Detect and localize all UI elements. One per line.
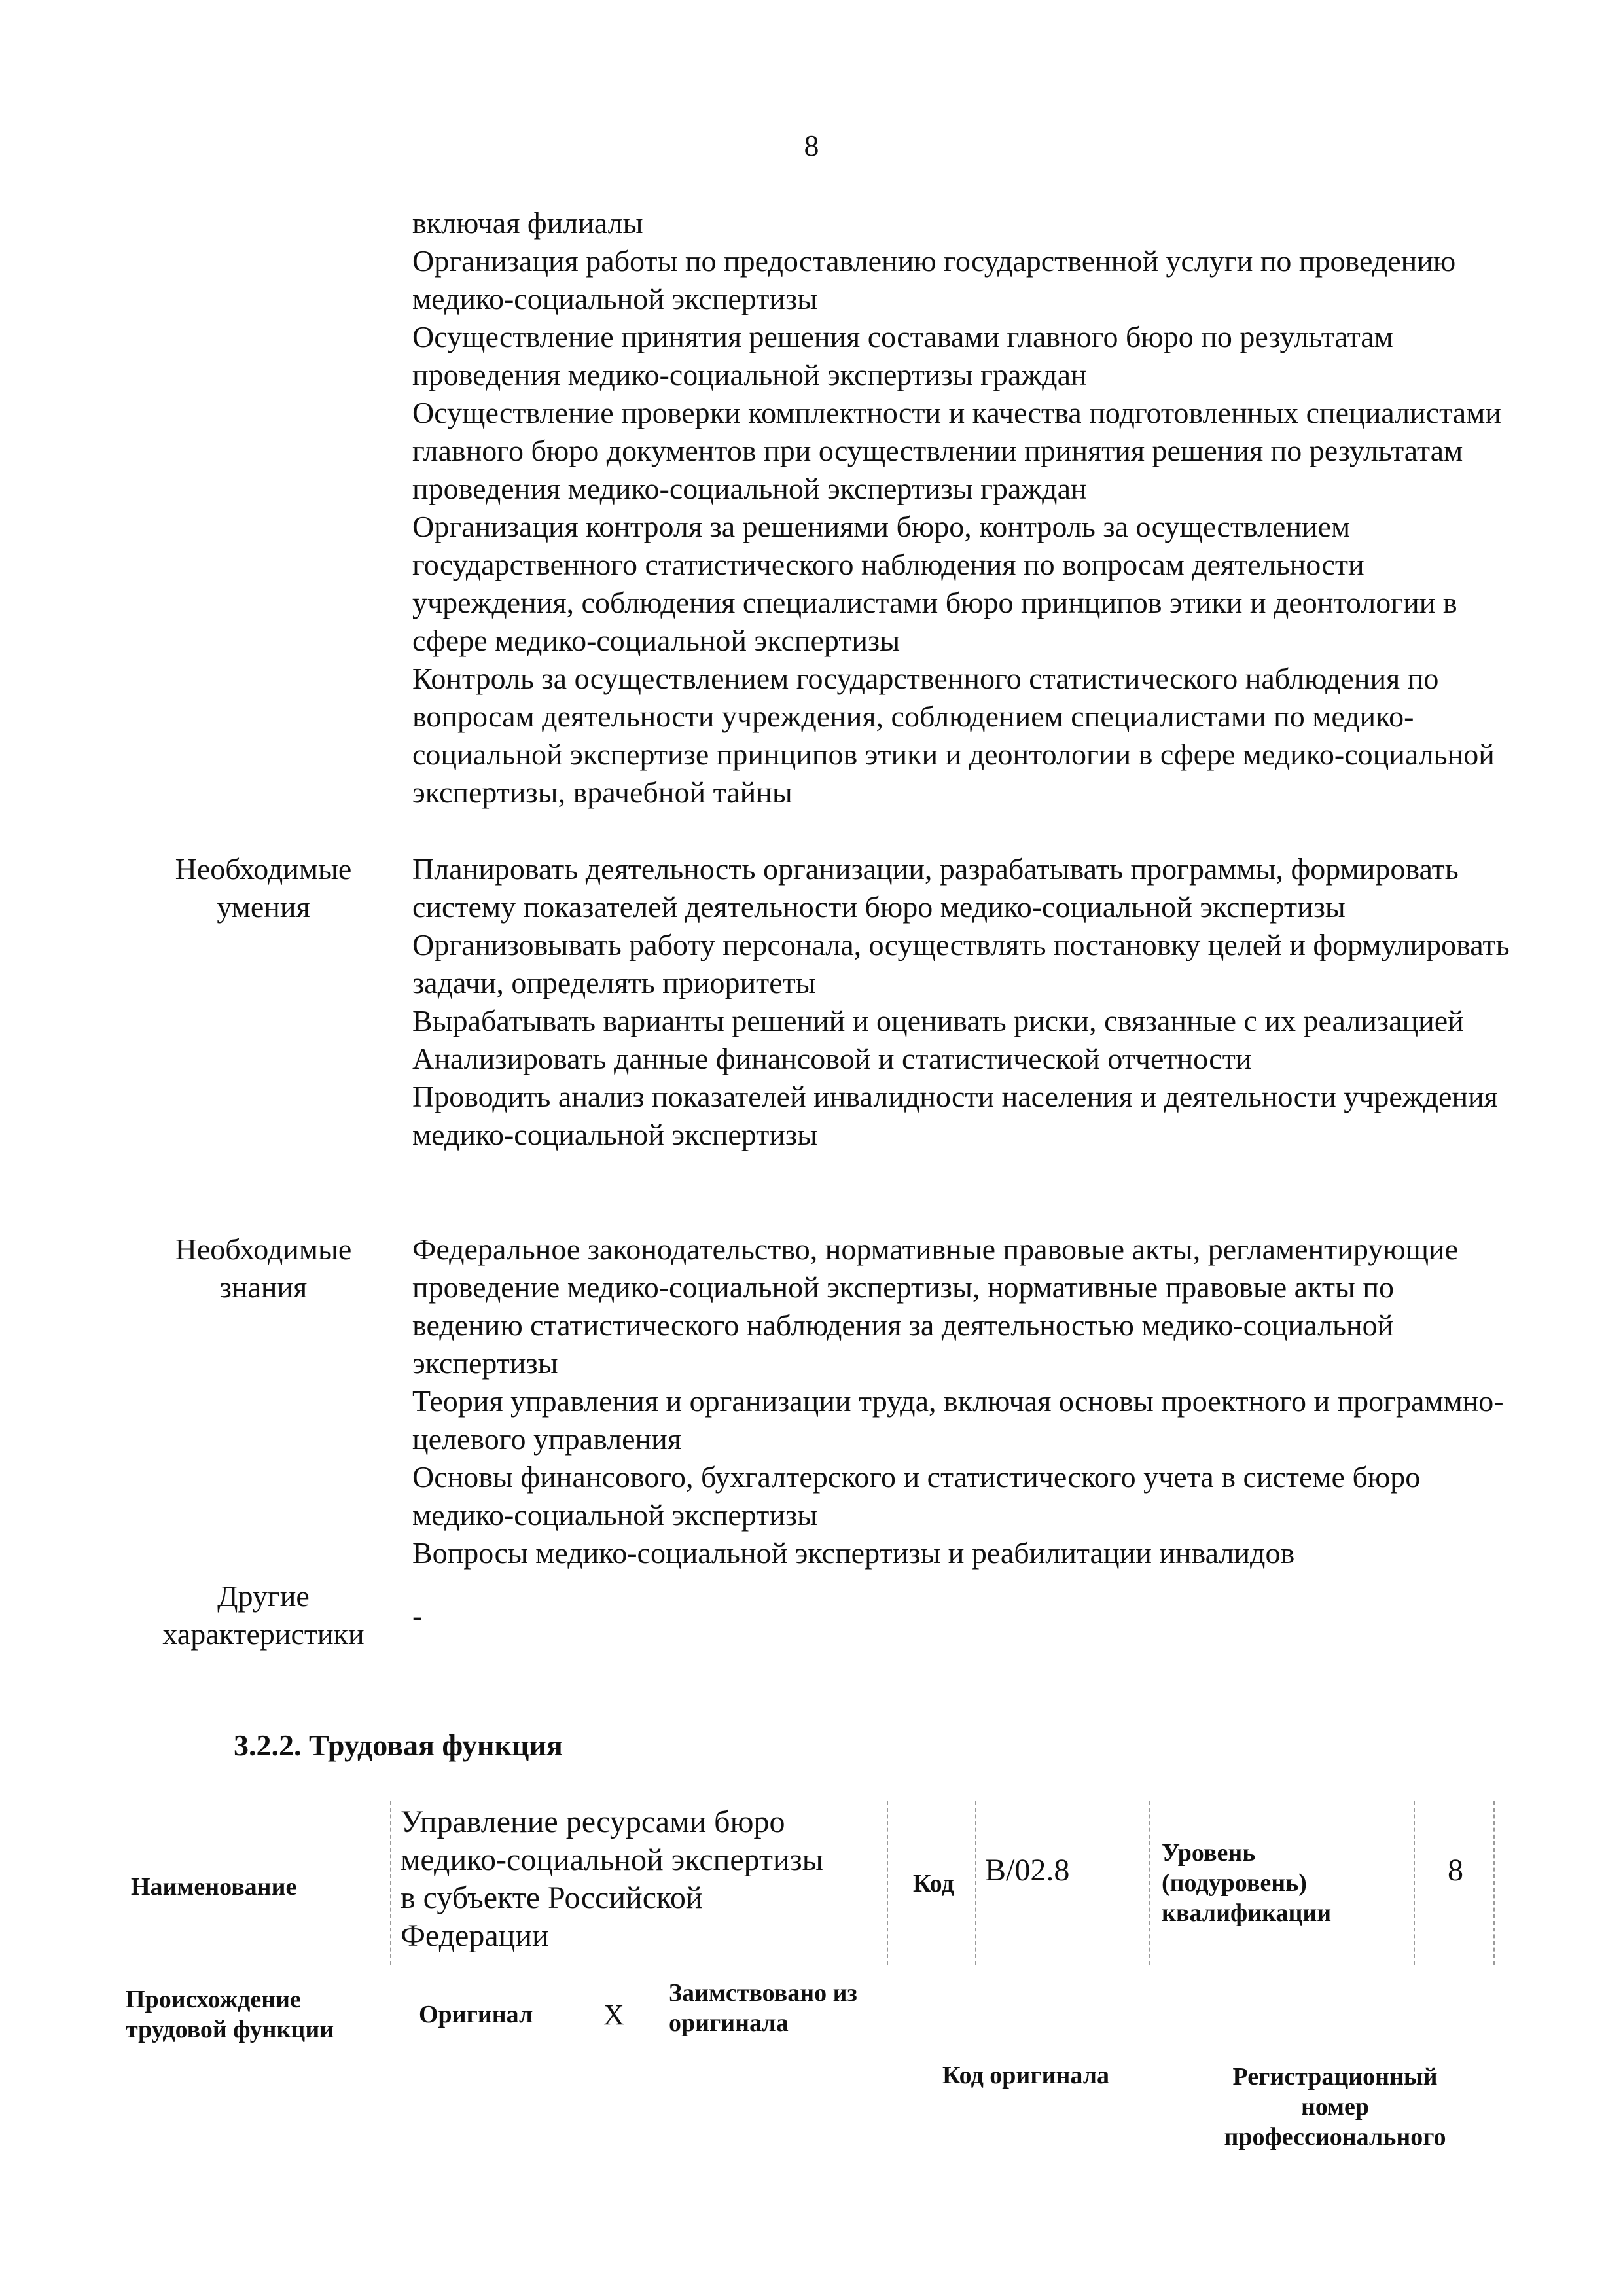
level-label-line: (подуровень) [1162,1869,1307,1897]
list-item: Анализировать данные финансовой и статистической отчетности [412,1042,1252,1075]
origin-borrowed-line: Заимствовано из [669,1979,857,2007]
skills-label [131,850,396,926]
function-name-line: медико-социальной экспертизы [401,1842,823,1877]
origin-original: Оригинал [419,2001,533,2028]
list-item: Планировать деятельность организации, разрабатывать программы, формировать систему показателей деятельности бюро медико-социальной экспертизы [412,852,1459,924]
origin-borrowed [669,1978,857,2038]
level-value: 8 [1448,1853,1463,1888]
knowledge-label [131,1230,396,1306]
origin-label [126,1984,334,2045]
list-item: включая филиалы [412,206,643,240]
divider [975,1801,976,1965]
label-line: Другие [217,1579,310,1613]
divider [1149,1801,1150,1965]
list-item: Вопросы медико-социальной экспертизы и реабилитации инвалидов [412,1536,1295,1570]
registration-number-label [1191,2062,1479,2152]
code-label: Код [913,1870,954,1897]
level-label [1162,1838,1331,1928]
divider [1493,1801,1495,1965]
reg-label-line: номер [1300,2093,1370,2121]
list-item: Теория управления и организации труда, включая основы проектного и программно-целевого управления [412,1384,1504,1456]
name-label: Наименование [131,1873,297,1901]
label-line: Необходимые [175,852,352,886]
reg-label-line: профессионального [1224,2123,1446,2151]
list-item: Основы финансового, бухгалтерского и статистического учета в системе бюро медико-социальной экспертизы [412,1460,1421,1532]
section-title: 3.2.2. Трудовая функция [234,1729,563,1762]
page-number: 8 [804,129,819,162]
labor-actions-list [412,204,1512,812]
list-item: Организовывать работу персонала, осуществлять постановку целей и формулировать задачи, определять приоритеты [412,928,1510,999]
list-item: Осуществление проверки комплектности и качества подготовленных специалистами главного бюро документов при осуществлении принятия решения по результатам проведения медико-социальной экспертизы граждан [412,396,1501,505]
function-name-line: Управление ресурсами бюро [401,1804,785,1839]
label-line: характеристики [162,1617,365,1651]
list-item: Контроль за осуществлением государственного статистического наблюдения по вопросам деятельности учреждения, соблюдением специалистами по медико-социальной экспертизе принципов этики и деонтологии в сфере медико-социальной экспертизы, врачебной тайны [412,662,1495,809]
list-item: Федеральное законодательство, нормативные правовые акты, регламентирующие проведение медико-социальной экспертизы, нормативные правовые акты по ведению статистического наблюдения за деятельностью медико-социальной экспертизы [412,1232,1459,1380]
origin-mark: X [603,1999,624,2031]
origin-borrowed-line: оригинала [669,2009,789,2037]
label-line: умения [217,890,310,924]
other-value: - [412,1599,423,1632]
reg-label-line: Регистрационный [1232,2063,1438,2090]
function-name-line: в субъекте Российской [401,1880,703,1915]
function-name-line: Федерации [401,1918,549,1953]
label-line: Необходимые [175,1232,352,1266]
origin-label-line: трудовой функции [126,2016,334,2043]
knowledge-list [412,1230,1512,1572]
code-value: B/02.8 [985,1853,1070,1888]
divider [390,1801,391,1965]
list-item: Организация работы по предоставлению государственной услуги по проведению медико-социальной экспертизы [412,244,1456,315]
label-line: знания [219,1270,308,1304]
skills-list [412,850,1512,1154]
list-item: Осуществление принятия решения составами главного бюро по результатам проведения медико-социальной экспертизы граждан [412,320,1393,391]
level-label-line: Уровень [1162,1839,1256,1867]
level-label-line: квалификации [1162,1899,1332,1927]
original-code-label: Код оригинала [942,2062,1110,2089]
function-name [401,1803,885,1955]
list-item: Вырабатывать варианты решений и оценивать риски, связанные с их реализацией [412,1004,1464,1037]
divider [1414,1801,1415,1965]
divider [887,1801,888,1965]
list-item: Проводить анализ показателей инвалидности населения и деятельности учреждения медико-социальной экспертизы [412,1080,1498,1151]
list-item: Организация контроля за решениями бюро, контроль за осуществлением государственного статистического наблюдения по вопросам деятельности учреждения, соблюдения специалистами бюро принципов этики и деонтологии в сфере медико-социальной экспертизы [412,510,1457,657]
other-label [131,1577,396,1653]
origin-label-line: Происхождение [126,1986,301,2013]
